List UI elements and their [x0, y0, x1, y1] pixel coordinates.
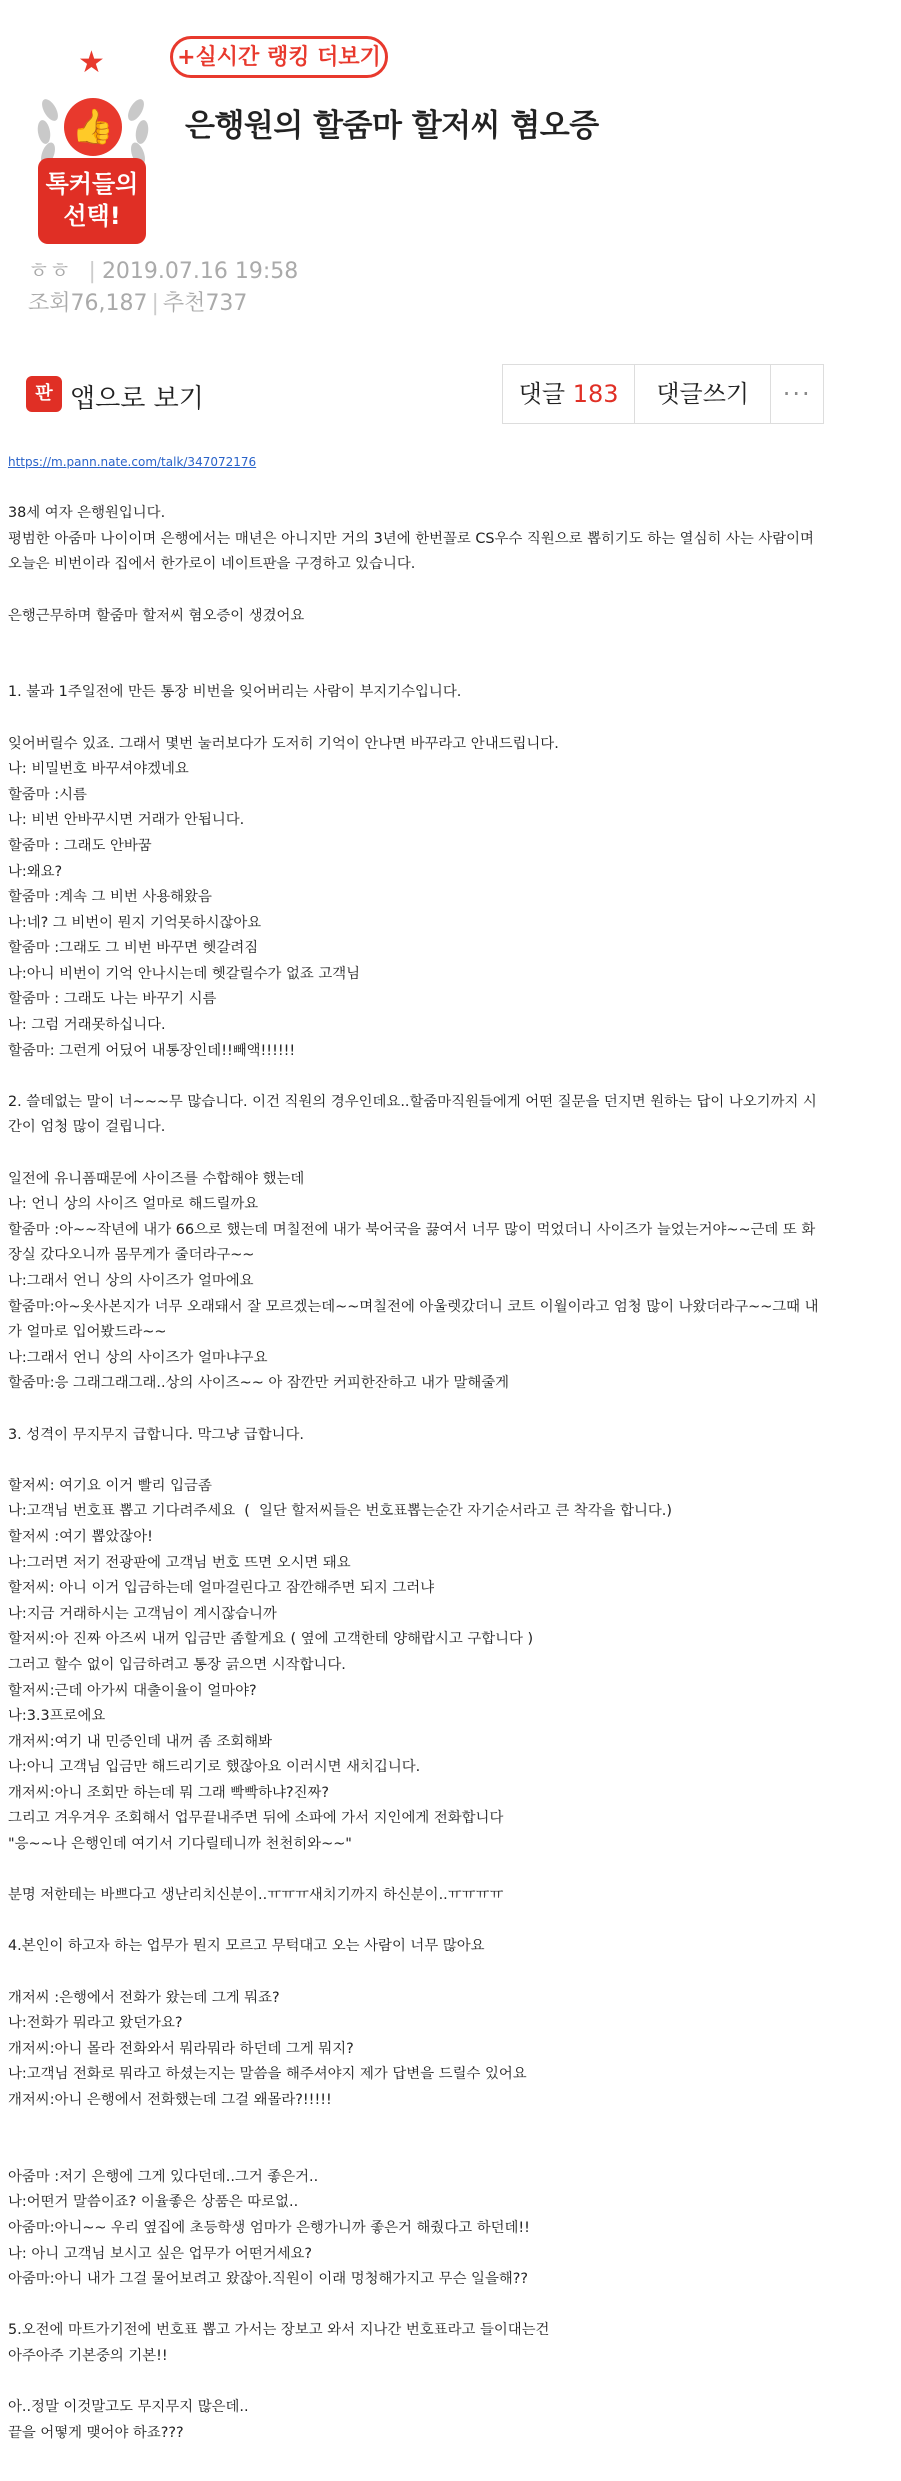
text-line: 할줌마:아~옷사본지가 너무 오래돼서 잘 모르겠는데~~며칠전에 아울렛갔더니 코트 이월이라고 엄청 많이 나왔더라구~~그때 내	[8, 1298, 819, 1315]
text-line: 나:어떤거 말씀이죠? 이율좋은 상품은 따로없..	[8, 2194, 299, 2211]
views-count: 76,187	[70, 291, 148, 316]
text-line: 개저씨 :은행에서 전화가 왔는데 그게 뭐죠?	[8, 1989, 280, 2006]
text-line: 5.오전에 마트가기전에 번호표 뽑고 가서는 장보고 와서 지나간 번호표라고 들이대는건	[8, 2322, 550, 2339]
post-date: 2019.07.16 19:58	[101, 259, 299, 284]
post-body	[8, 450, 898, 2446]
text-line: 나: 비번 안바꾸시면 거래가 안됩니다.	[8, 812, 245, 829]
post-text	[8, 476, 898, 2447]
source-url[interactable]: https://m.pann.nate.com/talk/347072176	[8, 455, 257, 469]
text-line: 나: 그럼 거래못하십니다.	[8, 1017, 166, 1034]
text-line: 끝을 어떻게 맺어야 하죠???	[8, 2424, 184, 2441]
text-line: 할저씨: 아니 이거 입금하는데 얼마걸린다고 잠깐해주면 되지 그러냐	[8, 1580, 435, 1597]
text-line: 은행근무하며 할줌마 할저씨 혐오증이 생겼어요	[8, 607, 305, 624]
blank-line	[8, 1397, 898, 1423]
text-line: 아줌마 :저기 은행에 그게 있다던데..그거 좋은거..	[8, 2168, 319, 2185]
text-line: 4.본인이 하고자 하는 업무가 뭔지 모르고 무턱대고 오는 사람이 너무 많아요	[8, 1938, 485, 1955]
post-author-date: ㅎㅎ | 2019.07.16 19:58	[28, 259, 299, 284]
text-line: 나:왜요?	[8, 863, 63, 880]
text-line: 할줌마 :계속 그 비번 사용해왔음	[8, 889, 212, 906]
text-line: 할저씨:근데 아가씨 대출이율이 얼마야?	[8, 1682, 257, 1699]
text-line: 개저씨:여기 내 민증인데 내꺼 좀 조회해봐	[8, 1733, 273, 1750]
post-header	[0, 0, 901, 390]
text-line: 개저씨:아니 은행에서 전화했는데 그걸 왜몰라?!!!!!	[8, 2092, 332, 2108]
text-line: 가 얼마로 입어봤드라~~	[8, 1324, 167, 1341]
write-comment-button[interactable]: 댓글쓰기	[635, 365, 771, 423]
recommend-label: 추천	[162, 291, 206, 316]
text-line: 개저씨:아니 몰라 전화와서 뭐라뭐라 하던데 그게 뭐지?	[8, 2040, 354, 2057]
blank-line	[8, 655, 898, 681]
blank-line	[8, 1448, 898, 1474]
text-line: 간이 엄청 많이 걸립니다.	[8, 1119, 166, 1136]
text-line: 할줌마 :아~~작년에 내가 66으로 했는데 며칠전에 내가 북어국을 끓여서 너무 많이 먹었더니 사이즈가 늘었는거야~~근데 또 화	[8, 1221, 816, 1238]
text-line: 장실 갔다오니까 몸무게가 줄더라구~~	[8, 1247, 255, 1264]
text-line: 그리고 겨우겨우 조회해서 업무끝내주면 뒤에 소파에 가서 지인에게 전화합니다	[8, 1810, 504, 1827]
text-line: 오늘은 비번이라 집에서 한가로이 네이트판을 구경하고 있습니다.	[8, 556, 416, 573]
text-line: 할줌마: 그런게 어딨어 내통장인데!!빼액!!!!!!	[8, 1042, 296, 1059]
comment-actions	[502, 364, 824, 424]
source-link[interactable]	[8, 450, 898, 476]
text-line: 나: 아니 고객님 보시고 싶은 업무가 어떤거세요?	[8, 2245, 313, 2262]
text-line: 할줌마 : 그래도 나는 바꾸기 시름	[8, 991, 217, 1008]
post-stats: 조회76,187 | 추천737	[28, 291, 248, 316]
text-line: 나:아니 고객님 입금만 해드리기로 했잖아요 이러시면 새치깁니다.	[8, 1759, 421, 1776]
text-line: 일전에 유니폼때문에 사이즈를 수합해야 했는데	[8, 1170, 305, 1187]
text-line: 할줌마 : 그래도 안바꿈	[8, 837, 152, 854]
realtime-ranking-button[interactable]: +실시간 랭킹 더보기	[170, 36, 388, 78]
blank-line	[8, 706, 898, 732]
text-line: 잊어버릴수 있죠. 그래서 몇번 눌러보다가 도저히 기억이 안나면 바꾸라고 안내드립니다.	[8, 735, 559, 752]
badge-label: 톡커들의 선택!	[38, 158, 146, 244]
text-line: 할저씨: 여기요 이거 빨리 입금좀	[8, 1477, 212, 1494]
open-in-app-button[interactable]: 앱으로 보기	[70, 384, 204, 414]
text-line: 나:그래서 언니 상의 사이즈가 얼마에요	[8, 1273, 254, 1289]
blank-line	[8, 1064, 898, 1090]
text-line: 아..정말 이것말고도 무지무지 많은데..	[8, 2399, 249, 2416]
blank-line	[8, 1141, 898, 1167]
recommend-count: 737	[205, 291, 248, 316]
text-line: 할저씨:아 진짜 아즈씨 내꺼 입금만 좀할게요 ( 옆에 고객한테 양해랍시고 구합니다 )	[8, 1631, 534, 1648]
blank-line	[8, 1960, 898, 1986]
app-bar	[26, 364, 812, 426]
text-line: 나: 언니 상의 사이즈 얼마로 해드릴까요	[8, 1196, 259, 1213]
text-line: 할줌마 :시름	[8, 786, 87, 803]
blank-line	[8, 1858, 898, 1884]
text-line: 할줌마:응 그래그래그래..상의 사이즈~~ 아 잠깐만 커피한잔하고 내가 말해줄게	[8, 1375, 510, 1392]
post-title: 은행원의 할줌마 할저씨 혐오증	[185, 108, 599, 144]
text-line: 38세 여자 은행원입니다.	[8, 505, 166, 522]
app-icon[interactable]: 판	[26, 376, 62, 412]
text-line: 나:고객님 번호표 뽑고 기다려주세요 ( 일단 할저씨들은 번호표뽑는순간 자기순서라고 큰 착각을 합니다.)	[8, 1503, 672, 1520]
blank-line	[8, 629, 898, 655]
text-line: 평범한 아줌마 나이이며 은행에서는 매년은 아니지만 거의 3년에 한번꼴로 CS우수 직원으로 뽑히기도 하는 열심히 사는 사람이며	[8, 530, 814, 547]
text-line: 아주아주 기본중의 기본!!	[8, 2347, 168, 2364]
author-name[interactable]: ㅎㅎ	[28, 259, 71, 284]
text-line: 아줌마:아니~~ 우리 옆집에 초등학생 엄마가 은행가니까 좋은거 해줬다고 하던데!!	[8, 2219, 530, 2236]
comments-button[interactable]	[503, 365, 635, 423]
more-options-button[interactable]: ···	[782, 380, 812, 408]
blank-line	[8, 2139, 898, 2165]
text-line: 분명 저한테는 바쁘다고 생난리치신분이..ㅠㅠㅠ새치기까지 하신분이..ㅠㅠㅠㅠ	[8, 1887, 504, 1904]
blank-line	[8, 578, 898, 604]
views-label: 조회	[28, 291, 71, 316]
text-line: 3. 성격이 무지무지 급합니다. 막그냥 급합니다.	[8, 1426, 304, 1443]
text-line: 할저씨 :여기 뽑았잖아!	[8, 1528, 153, 1545]
text-line: "응~~나 은행인데 여기서 기다릴테니까 천천히와~~"	[8, 1836, 352, 1853]
text-line: 개저씨:아니 조회만 하는데 뭐 그래 빡빡하냐?진짜?	[8, 1784, 330, 1801]
comment-count: 183	[572, 380, 619, 408]
blank-line	[8, 2370, 898, 2396]
text-line: 할줌마 :그래도 그 비번 바꾸면 헷갈려짐	[8, 940, 259, 957]
text-line: 아줌마:아니 내가 그걸 물어보려고 왔잖아.직원이 이래 멍청해가지고 무슨 일을해??	[8, 2271, 529, 2288]
text-line: 2. 쓸데없는 말이 너~~~무 많습니다. 이건 직원의 경우인데요..할줌마직원들에게 어떤 질문을 던지면 원하는 답이 나오기까지 시	[8, 1093, 817, 1110]
talkers-choice-badge	[28, 45, 158, 250]
text-line: 나:아니 비번이 기억 안나시는데 헷갈릴수가 없죠 고객님	[8, 965, 361, 982]
text-line: 나:그러면 저기 전광판에 고객님 번호 뜨면 오시면 돼요	[8, 1554, 351, 1571]
blank-line	[8, 2114, 898, 2140]
thumbs-up-icon: 👍	[64, 98, 122, 156]
blank-line	[8, 2293, 898, 2319]
text-line: 그러고 할수 없이 입금하려고 통장 긁으면 시작합니다.	[8, 1656, 346, 1673]
star-icon: ★	[78, 45, 105, 80]
text-line: 1. 불과 1주일전에 만든 통장 비번을 잊어버리는 사람이 부지기수입니다.	[8, 684, 462, 701]
comments-label: 댓글	[518, 380, 566, 408]
text-line: 나:네? 그 비번이 뭔지 기억못하시잖아요	[8, 914, 262, 931]
text-line: 나:지금 거래하시는 고객님이 계시잖습니까	[8, 1605, 277, 1622]
text-line: 나:전화가 뭐라고 왔던가요?	[8, 2015, 183, 2032]
text-line: 나: 비밀번호 바꾸셔야겠네요	[8, 761, 189, 778]
blank-line	[8, 1909, 898, 1935]
text-line: 나:그래서 언니 상의 사이즈가 얼마냐구요	[8, 1349, 268, 1366]
text-line: 나:고객님 전화로 뭐라고 하셨는지는 말씀을 해주셔야지 제가 답변을 드릴수 있어요	[8, 2066, 527, 2083]
text-line: 나:3.3프로에요	[8, 1708, 106, 1725]
blank-line	[8, 476, 898, 502]
